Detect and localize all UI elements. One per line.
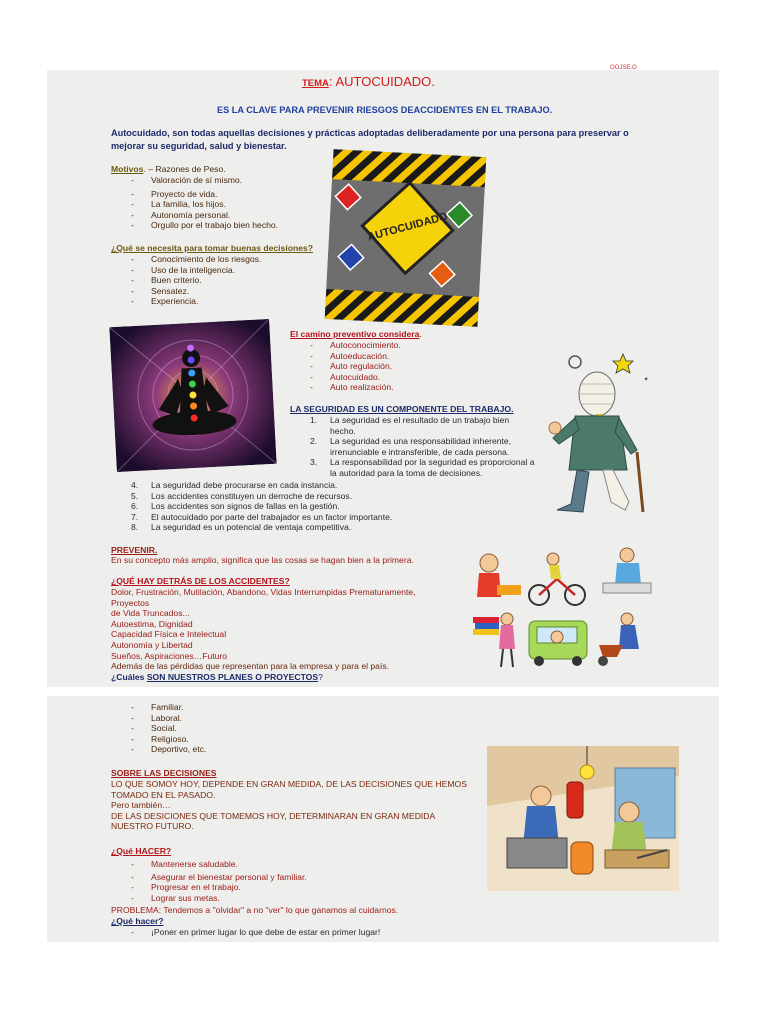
list-item: - Social. — [111, 723, 206, 734]
list-item: - Deportivo, etc. — [111, 744, 206, 755]
safety-cartoons-grid — [467, 545, 657, 675]
list-item: - Uso de la inteligencia. — [111, 265, 261, 276]
seguridad-list-top — [290, 415, 535, 479]
decisiones-list — [111, 254, 261, 307]
cartoon-car — [529, 621, 587, 666]
planes-list — [111, 702, 206, 755]
list-item: - Proyecto de vida. — [111, 189, 278, 200]
list-item: - Auto regulación. — [290, 361, 401, 372]
camino-heading-line — [290, 329, 422, 340]
motivos-heading-line — [111, 164, 226, 175]
item-number: 5. — [131, 490, 139, 501]
camino-suffix: . — [419, 329, 422, 339]
item-text: La seguridad es el resultado de un trabajo bien hecho. — [330, 415, 510, 436]
sobre-line: Pero también… — [111, 800, 171, 811]
list-item: - Autocuidado. — [290, 372, 401, 383]
list-item: - Autoconocimiento. — [290, 340, 401, 351]
list-item: - Lograr sus metas. — [111, 893, 307, 904]
detras-heading: ¿QUÉ HAY DETRÁS DE LOS ACCIDENTES? — [111, 576, 290, 586]
title-main: AUTOCUIDADO. — [335, 74, 435, 89]
document-page-2 — [47, 696, 719, 942]
detras-line: Dolor, Frustración, Mutilación, Abandono, Vidas Interrumpidas Prematuramente, Proyectos — [111, 587, 416, 608]
item-text: Los accidentes constituyen un derroche de recursos. — [151, 490, 353, 501]
numbered-item — [111, 501, 471, 512]
item-text: La responsabilidad por la seguridad es proporcional a la autoridad para la toma de decisiones. — [330, 457, 535, 478]
list-item: - Orgullo por el trabajo bien hecho. — [111, 220, 278, 231]
list-item: - Mantenerse saludable. — [111, 859, 307, 870]
subtitle: ES LA CLAVE PARA PREVENIR RIESGOS DEACCIDENTES EN EL TRABAJO. — [217, 105, 553, 115]
planes-heading-pre: ¿Cuáles — [111, 672, 147, 682]
cartoon-cyclist — [529, 553, 585, 605]
list-item: - Laboral. — [111, 713, 206, 724]
numbered-item — [290, 436, 535, 457]
numbered-item — [290, 457, 535, 478]
camino-list — [290, 340, 401, 393]
page-title — [302, 74, 435, 89]
camino-heading: El camino preventivo considera — [290, 329, 420, 339]
numbered-item — [111, 522, 471, 533]
seguridad-heading: LA SEGURIDAD ES UN COMPONENTE DEL TRABAJO. — [290, 404, 514, 414]
svg-text:⋆: ⋆ — [643, 374, 650, 385]
seguridad-list-bottom — [111, 480, 471, 533]
item-number: 6. — [131, 501, 139, 512]
planes-heading-post: ? — [318, 672, 323, 682]
document-page-1 — [47, 65, 719, 687]
cartoon-washing — [603, 548, 651, 593]
sobre-heading: SOBRE LAS DECISIONES — [111, 768, 217, 778]
list-item: - Conocimiento de los riesgos. — [111, 254, 261, 265]
planes-heading-u: SON NUESTROS PLANES O PROYECTOS — [146, 672, 319, 682]
sobre-line: TOMADO EN EL PASADO. — [111, 789, 216, 800]
problema-text: PROBLEMA: Tendemos a "olvidar" a no "ver" lo que ganamos al cuidarnos. — [111, 905, 399, 915]
motivos-suffix: . – Razones de Peso. — [143, 164, 226, 174]
item-number: 4. — [131, 480, 139, 490]
intro-paragraph: Autocuidado, son todas aquellas decisiones y prácticas adoptadas deliberadamente por una persona para preservar o mejorar su seguridad, salud y bienestar. — [111, 128, 629, 151]
prevenir-text: En su concepto más amplio, significa que las cosas se hagan bien a la primera. — [111, 555, 414, 565]
que-hacer-list — [111, 859, 307, 903]
list-item: - Auto realización. — [290, 382, 401, 393]
detras-line: Capacidad Física e Intelectual — [111, 629, 227, 640]
motivos-heading: Motivos — [111, 164, 144, 174]
cartoon-books — [473, 613, 515, 667]
list-item: - Asegurar el bienestar personal y familiar. — [111, 872, 307, 883]
detras-line: Autonomía y Libertad — [111, 639, 193, 650]
workshop-illustration — [487, 746, 679, 891]
detras-line: Sueños, Aspiraciones…Futuro — [111, 650, 228, 661]
sobre-line: DE LAS DESICIONES QUE TOMEMOS HOY, DETERMINARAN EN GRAN MEDIDA — [111, 810, 436, 821]
numbered-item — [290, 415, 535, 436]
list-item: - Religioso. — [111, 734, 206, 745]
item-text: La seguridad es una responsabilidad inherente, irrenunciable e intransferible, de cada persona. — [330, 436, 512, 457]
decisiones-heading: ¿Qué se necesita para tomar buenas decisiones? — [111, 243, 314, 253]
que-hacer-heading: ¿Qué HACER? — [111, 846, 172, 856]
que-hacer2-list — [111, 927, 380, 938]
item-text: El autocuidado por parte del trabajador es un factor importante. — [151, 511, 393, 522]
motivos-list — [111, 175, 278, 231]
list-item: - Buen criterio. — [111, 275, 261, 286]
item-number: 1. — [310, 415, 318, 425]
item-text: Los accidentes son signos de fallas en la gestión. — [151, 501, 340, 512]
list-item: - La familia, los hijos. — [111, 199, 278, 210]
list-item: - Familiar. — [111, 702, 206, 713]
detras-line: Autoestima, Dignidad — [111, 618, 193, 629]
list-item: - Experiencia. — [111, 296, 261, 307]
injured-worker-cartoon — [545, 352, 663, 522]
prevenir-heading: PREVENIR. — [111, 545, 158, 555]
detras-closing: Además de las pérdidas que representan para la empresa y para el país. — [111, 661, 390, 672]
numbered-item — [111, 512, 471, 523]
list-item: - Autonomía personal. — [111, 210, 278, 221]
sign-label: AUTOCUIDADO — [366, 210, 449, 244]
sobre-line: NUESTRO FUTURO. — [111, 821, 194, 832]
autocuidado-sign-image — [325, 149, 487, 327]
cartoon-eating — [477, 554, 521, 597]
cartoon-wheelbarrow — [598, 613, 639, 666]
que-hacer2-heading: ¿Qué hacer? — [111, 916, 164, 926]
planes-heading — [111, 672, 323, 683]
list-item: - Sensatez. — [111, 286, 261, 297]
meditation-chakra-image — [109, 319, 276, 472]
detras-text — [111, 587, 456, 672]
page-header-mark: OOJSE.O — [610, 65, 637, 71]
item-number: 2. — [310, 436, 318, 447]
numbered-item — [111, 480, 471, 491]
sobre-line: LO QUE SOMOY HOY, DEPENDE EN GRAN MEDIDA, DE LAS DECISIONES QUE HEMOS — [111, 779, 467, 789]
list-item: - ¡Poner en primer lugar lo que debe de estar en primer lugar! — [111, 927, 380, 938]
sobre-text — [111, 779, 481, 832]
list-item: - Valoración de sí mismo. — [111, 175, 278, 186]
numbered-item — [111, 491, 471, 502]
list-item: - Autoeducación. — [290, 351, 401, 362]
item-number: 7. — [131, 511, 139, 522]
item-number: 8. — [131, 522, 139, 533]
item-number: 3. — [310, 457, 318, 468]
title-sep: : — [328, 74, 336, 89]
item-text: La seguridad debe procurarse en cada instancia. — [151, 480, 338, 490]
detras-line: de Vida Truncados... — [111, 608, 190, 619]
title-prefix: TEMA — [302, 78, 329, 89]
list-item: - Progresar en el trabajo. — [111, 882, 307, 893]
item-text: La seguridad es un potencial de ventaja competitiva. — [151, 522, 352, 533]
